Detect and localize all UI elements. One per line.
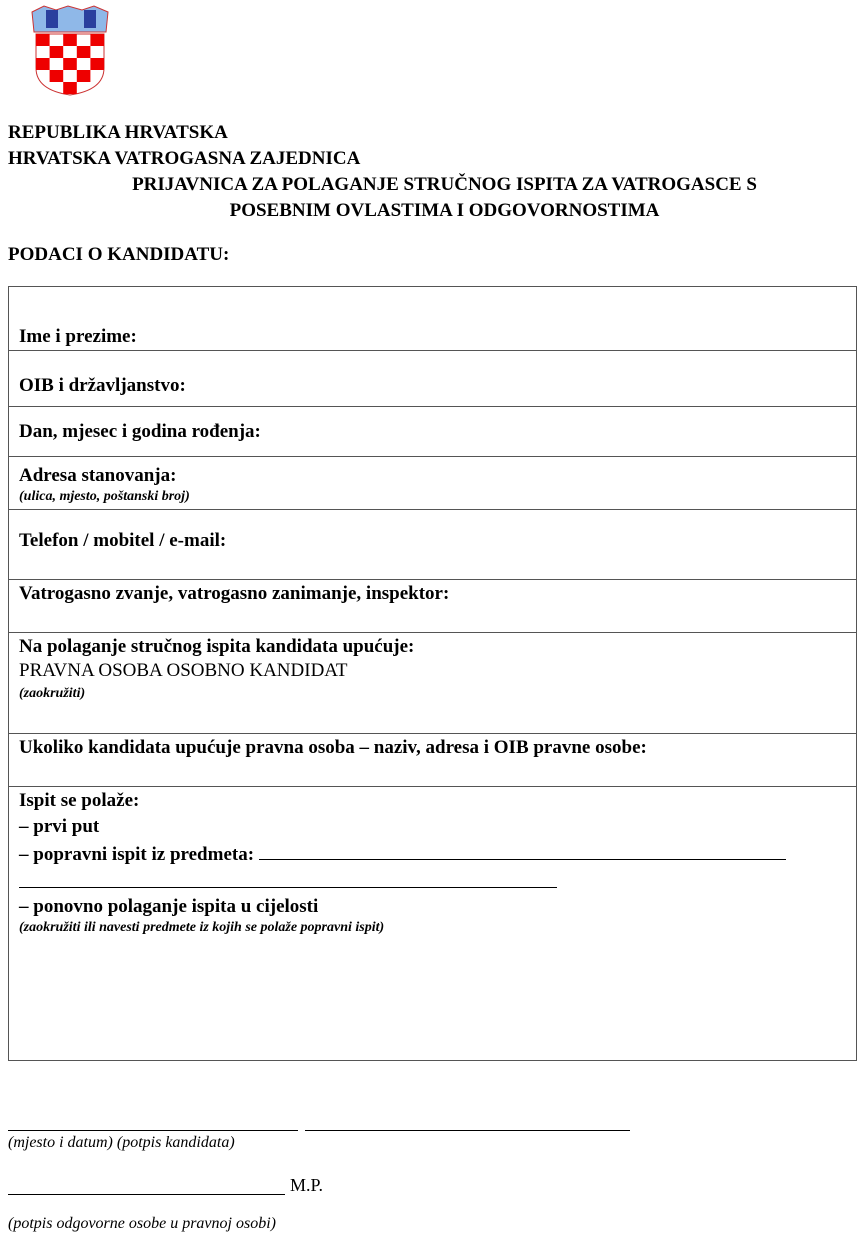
dob-field[interactable] — [9, 406, 856, 456]
form-title-line2: POSEBNIM OVLASTIMA I ODGOVORNOSTIMA — [229, 200, 660, 221]
exam-retake-option[interactable] — [19, 841, 856, 867]
phone-field[interactable] — [9, 509, 856, 579]
candidate-signature-line[interactable] — [305, 1112, 630, 1131]
stamp-label: M.P. — [290, 1175, 324, 1195]
legal-entity-label: Ukoliko kandidata upućuje pravna osoba – naziv, adresa i OIB pravne osobe: — [19, 737, 647, 758]
phone-label: Telefon / mobitel / e-mail: — [19, 530, 227, 551]
referral-field[interactable] — [9, 632, 856, 733]
oib-label: OIB i državljanstvo: — [19, 375, 186, 396]
rank-field[interactable] — [9, 579, 856, 632]
responsible-signature-caption: (potpis odgovorne osobe u pravnoj osobi) — [8, 1215, 276, 1232]
org-heading: HRVATSKA VATROGASNA ZAJEDNICA — [8, 148, 361, 169]
retake-subjects-line-2[interactable] — [19, 869, 557, 888]
exam-label: Ispit se polaže: — [19, 790, 140, 811]
exam-field[interactable] — [9, 786, 856, 1060]
name-field[interactable] — [9, 287, 856, 350]
address-hint: (ulica, mjesto, poštanski broj) — [19, 489, 190, 504]
coat-of-arms-logo — [28, 4, 112, 96]
address-label: Adresa stanovanja: — [19, 465, 177, 486]
rank-label: Vatrogasno zvanje, vatrogasno zanimanje, inspektor: — [19, 583, 450, 604]
place-date-line[interactable] — [8, 1112, 298, 1131]
form-title-line1: PRIJAVNICA ZA POLAGANJE STRUČNOG ISPITA ZA VATROGASCE S — [132, 174, 757, 195]
legal-entity-field[interactable] — [9, 733, 856, 786]
referral-options[interactable]: PRAVNA OSOBA OSOBNO KANDIDAT — [19, 660, 348, 681]
referral-label: Na polaganje stručnog ispita kandidata upućuje: — [19, 636, 415, 657]
place-signature-caption: (mjesto i datum) (potpis kandidata) — [8, 1134, 235, 1151]
responsible-signature-line[interactable] — [8, 1176, 285, 1195]
name-label: Ime i prezime: — [19, 326, 137, 347]
exam-first-option[interactable]: – prvi put — [19, 816, 100, 837]
section-heading: PODACI O KANDIDATU: — [8, 244, 230, 265]
address-field[interactable] — [9, 456, 856, 509]
exam-full-option[interactable]: – ponovno polaganje ispita u cijelosti — [19, 896, 319, 917]
oib-field[interactable] — [9, 350, 856, 406]
exam-retake-label: – popravni ispit iz predmeta: — [19, 844, 255, 865]
candidate-data-table — [8, 286, 857, 1061]
republic-heading: REPUBLIKA HRVATSKA — [8, 122, 228, 143]
exam-hint: (zaokružiti ili navesti predmete iz kojih se polaže popravni ispit) — [19, 920, 385, 935]
referral-hint: (zaokružiti) — [19, 686, 86, 701]
retake-subjects-line[interactable] — [259, 841, 786, 860]
dob-label: Dan, mjesec i godina rođenja: — [19, 421, 261, 442]
